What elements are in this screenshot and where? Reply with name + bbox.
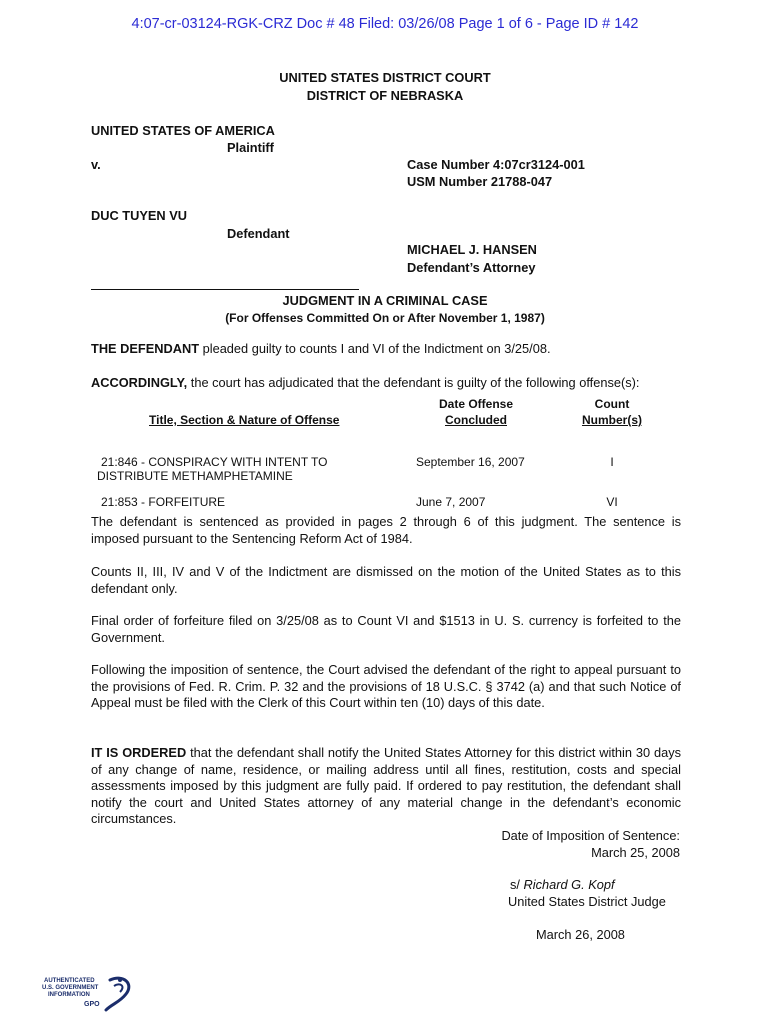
seal-text-line3: INFORMATION xyxy=(48,992,90,998)
judge-signature xyxy=(510,877,615,892)
attorney-role: Defendant’s Attorney xyxy=(407,260,536,275)
plea-statement xyxy=(91,341,551,356)
offense-date: June 7, 2007 xyxy=(416,495,486,509)
court-district: DISTRICT OF NEBRASKA xyxy=(306,88,464,103)
sentence-paragraph: The defendant is sentenced as provided in pages 2 through 6 of this judgment. The sentence is imposed pursuant to the Sentencing Reform Act of 1984. xyxy=(91,514,681,546)
adjudication-statement xyxy=(91,375,639,390)
adjudication-text: the court has adjudicated that the defendant is guilty of the following offense(s): xyxy=(187,375,640,390)
usm-number: USM Number 21788-047 xyxy=(407,174,553,189)
gpo-authentication-seal xyxy=(40,972,134,1012)
adjudication-lead: ACCORDINGLY, xyxy=(91,375,188,390)
case-number: Case Number 4:07cr3124-001 xyxy=(407,157,585,172)
table-header-count-line1: Count xyxy=(594,397,630,411)
dismissed-counts-paragraph: Counts II, III, IV and V of the Indictment are dismissed on the motion of the United States as to this defendant only. xyxy=(91,564,681,596)
offense-count: VI xyxy=(606,495,618,509)
offense-description-line1: 21:853 - FORFEITURE xyxy=(101,495,226,509)
attorney-name: MICHAEL J. HANSEN xyxy=(407,242,537,257)
offense-date: September 16, 2007 xyxy=(416,455,525,469)
defendant-role: Defendant xyxy=(227,226,290,241)
signature-prefix: s/ xyxy=(510,877,524,892)
table-header-count-line2: Number(s) xyxy=(581,413,642,427)
offense-count: I xyxy=(610,455,614,469)
plea-lead: THE DEFENDANT xyxy=(91,341,200,356)
offense-description-line2: DISTRIBUTE METHAMPHETAMINE xyxy=(97,469,293,483)
judge-title: United States District Judge xyxy=(508,894,666,909)
table-header-date-line1: Date Offense xyxy=(438,397,514,411)
plea-text: pleaded guilty to counts I and VI of the Indictment on 3/25/08. xyxy=(199,341,551,356)
seal-text-line4: GPO xyxy=(84,1001,100,1008)
plaintiff-name: UNITED STATES OF AMERICA xyxy=(91,123,275,138)
seal-text-line2: U.S. GOVERNMENT xyxy=(42,985,99,991)
plaintiff-role: Plaintiff xyxy=(227,140,274,155)
offense-description-line1: 21:846 - CONSPIRACY WITH INTENT TO xyxy=(101,455,328,469)
forfeiture-paragraph: Final order of forfeiture filed on 3/25/08 as to Count VI and $1513 in U. S. currency is forfeited to the Government. xyxy=(91,613,681,645)
order-lead: IT IS ORDERED xyxy=(91,745,187,760)
order-paragraph xyxy=(91,745,681,828)
judge-name: Richard G. Kopf xyxy=(523,877,615,892)
appeal-rights-paragraph: Following the imposition of sentence, the Court advised the defendant of the right to appeal pursuant to the provisions of Fed. R. Crim. P. 32 and the provisions of 18 U.S.C. § 3742 (a) and that such Notice of Appeal must be filed with the Clerk of this Court within ten (10) days of this date. xyxy=(91,662,681,711)
docket-header-stamp: 4:07-cr-03124-RGK-CRZ Doc # 48 Filed: 03/26/08 Page 1 of 6 - Page ID # 142 xyxy=(131,16,639,32)
judgment-title: JUDGMENT IN A CRIMINAL CASE xyxy=(282,293,488,308)
signature-date: March 26, 2008 xyxy=(536,927,625,942)
defendant-name: DUC TUYEN VU xyxy=(91,208,187,223)
judgment-subtitle: (For Offenses Committed On or After November 1, 1987) xyxy=(225,311,545,325)
order-text: that the defendant shall notify the United States Attorney for this district within 30 days of any change of name, residence, or mailing address until all fines, restitution, costs and special assessments imposed by this judgment are fully paid. If ordered to pay restitution, the defendant shall notify the court and United States attorney of any material change in the defendant’s economic circumstances. xyxy=(91,745,681,827)
table-header-offense: Title, Section & Nature of Offense xyxy=(149,413,340,427)
signature-rule xyxy=(91,289,359,290)
imposition-label: Date of Imposition of Sentence: xyxy=(501,828,680,843)
versus: v. xyxy=(91,157,101,172)
table-header-date-line2: Concluded xyxy=(445,413,507,427)
seal-text-line1: AUTHENTICATED xyxy=(44,978,95,984)
court-name: UNITED STATES DISTRICT COURT xyxy=(279,70,491,85)
imposition-date: March 25, 2008 xyxy=(591,845,680,860)
